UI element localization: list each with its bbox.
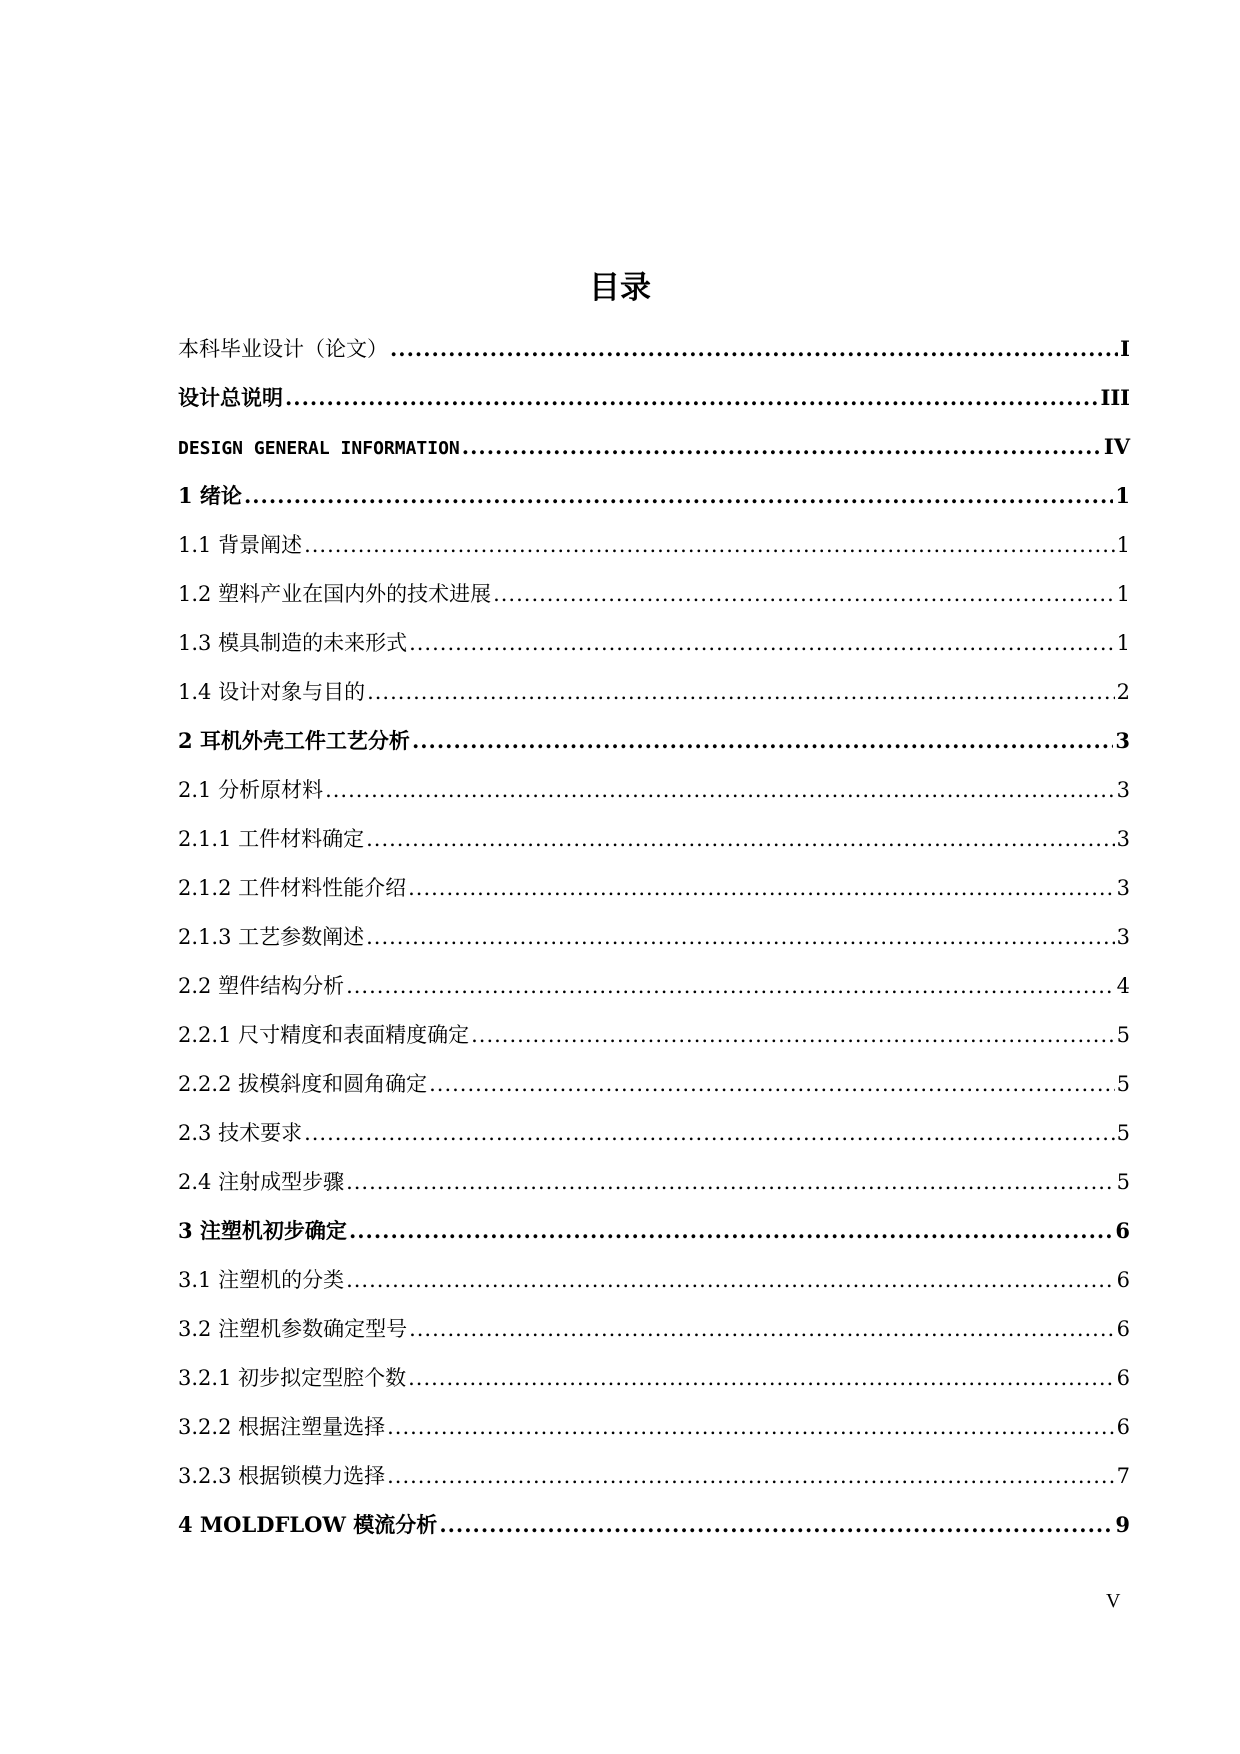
toc-entry-page: 5 [1116, 1072, 1130, 1096]
dot-leader [409, 626, 1115, 660]
toc-entry-label: 1.4 设计对象与目的 [178, 680, 366, 704]
toc-entry[interactable] [178, 920, 1130, 969]
toc-entry-label: 2.3 技术要求 [178, 1121, 303, 1145]
toc-entry-label: 3.2.3 根据锁模力选择 [178, 1464, 386, 1488]
toc-entry-page: 1 [1116, 533, 1130, 557]
toc-title: 目录 [589, 270, 651, 306]
toc-entry-label: 3.2.2 根据注塑量选择 [178, 1415, 386, 1439]
dot-leader [409, 1312, 1115, 1346]
toc-entry-label: 1.3 模具制造的未来形式 [178, 631, 408, 655]
dot-leader [429, 1067, 1115, 1101]
toc-entry[interactable] [178, 479, 1130, 528]
toc-entry-page: 1 [1115, 483, 1130, 508]
toc-entry-label: 3.2 注塑机参数确定型号 [178, 1317, 408, 1341]
toc-entry[interactable] [178, 724, 1130, 773]
dot-leader [408, 871, 1115, 905]
toc-entry-page: 5 [1116, 1170, 1130, 1194]
toc-entry-page: IV [1103, 434, 1130, 459]
dot-leader [244, 479, 1113, 513]
toc-entry-page: 3 [1116, 876, 1130, 900]
toc-entry[interactable] [178, 1165, 1130, 1214]
toc-entry-page: 5 [1116, 1023, 1130, 1047]
toc-entry-page: 6 [1116, 1366, 1130, 1390]
toc-entry[interactable] [178, 1116, 1130, 1165]
dot-leader [439, 1508, 1113, 1542]
toc-entry-label: 2 耳机外壳工件工艺分析 [178, 728, 410, 753]
toc-entry[interactable] [178, 1018, 1130, 1067]
toc-entry-page: 5 [1116, 1121, 1130, 1145]
dot-leader [367, 675, 1115, 709]
toc-entry[interactable] [178, 1361, 1130, 1410]
toc-entry[interactable] [178, 381, 1130, 430]
dot-leader [493, 577, 1115, 611]
dot-leader [304, 1116, 1115, 1150]
toc-entry-page: 4 [1116, 974, 1130, 998]
toc-entry[interactable] [178, 1067, 1130, 1116]
toc-entry[interactable] [178, 430, 1130, 479]
toc-entry-page: 3 [1115, 728, 1130, 753]
toc-entry-label: 2.1.2 工件材料性能介绍 [178, 876, 407, 900]
toc-entry[interactable] [178, 773, 1130, 822]
dot-leader [366, 822, 1115, 856]
dot-leader [304, 528, 1115, 562]
dot-leader [471, 1018, 1115, 1052]
toc-entry-label: 2.2.1 尺寸精度和表面精度确定 [178, 1023, 470, 1047]
toc-entry[interactable] [178, 1263, 1130, 1312]
toc-entry-page: 7 [1116, 1464, 1130, 1488]
toc-entry[interactable] [178, 822, 1130, 871]
dot-leader [325, 773, 1115, 807]
toc-entry-page: 3 [1116, 827, 1130, 851]
toc-entry[interactable] [178, 969, 1130, 1018]
toc-entry[interactable] [178, 528, 1130, 577]
dot-leader [346, 969, 1115, 1003]
dot-leader [387, 1459, 1115, 1493]
toc-entry-page: 6 [1116, 1415, 1130, 1439]
dot-leader [390, 332, 1118, 366]
toc-entry-page: III [1100, 385, 1130, 410]
toc-entry-page: 9 [1115, 1512, 1130, 1537]
dot-leader [366, 920, 1115, 954]
toc-entry-label: 3.2.1 初步拟定型腔个数 [178, 1366, 407, 1390]
toc-entry[interactable] [178, 1508, 1130, 1557]
dot-leader [346, 1165, 1115, 1199]
toc-entry[interactable] [178, 1459, 1130, 1508]
toc-entry[interactable] [178, 1312, 1130, 1361]
toc-entry-page: 1 [1116, 631, 1130, 655]
toc-entry[interactable] [178, 1410, 1130, 1459]
toc-entry[interactable] [178, 871, 1130, 920]
toc-entry-page: 2 [1116, 680, 1130, 704]
toc-entry-page: 6 [1116, 1268, 1130, 1292]
page-number: V [1106, 1590, 1121, 1612]
toc-entry-page: 6 [1116, 1317, 1130, 1341]
toc-entry[interactable] [178, 577, 1130, 626]
dot-leader [349, 1214, 1113, 1248]
toc-entry-label: 2.4 注射成型步骤 [178, 1170, 345, 1194]
toc-entry-page: 1 [1116, 582, 1130, 606]
toc-entry-label: 4 MOLDFLOW 模流分析 [178, 1512, 438, 1537]
toc-entry-label: 3 注塑机初步确定 [178, 1218, 347, 1243]
toc-entry-label: 2.1.1 工件材料确定 [178, 827, 365, 851]
toc-entry-label: 3.1 注塑机的分类 [178, 1268, 345, 1292]
toc-entry-page: 3 [1116, 778, 1130, 802]
toc-entry-label: 设计总说明 [178, 385, 283, 410]
toc-entry[interactable] [178, 332, 1130, 381]
toc-entry-label: 2.1.3 工艺参数阐述 [178, 925, 365, 949]
toc-entry-label: 1.2 塑料产业在国内外的技术进展 [178, 582, 492, 606]
dot-leader [408, 1361, 1115, 1395]
toc-entry-label: 1 绪论 [178, 483, 242, 508]
toc-entry[interactable] [178, 626, 1130, 675]
toc-entry-label: 1.1 背景阐述 [178, 533, 303, 557]
toc-entry[interactable] [178, 1214, 1130, 1263]
dot-leader [462, 430, 1102, 464]
dot-leader [285, 381, 1099, 415]
toc-entry[interactable] [178, 675, 1130, 724]
toc-entry-page: 3 [1116, 925, 1130, 949]
dot-leader [387, 1410, 1115, 1444]
toc-entry-page: I [1120, 336, 1130, 361]
toc-entry-label: 本科毕业设计（论文） [178, 337, 388, 361]
toc-entry-label: DESIGN GENERAL INFORMATION [178, 438, 460, 459]
toc-entry-page: 6 [1115, 1218, 1130, 1243]
toc-list [178, 332, 1130, 1557]
dot-leader [346, 1263, 1115, 1297]
toc-entry-label: 2.1 分析原材料 [178, 778, 324, 802]
toc-entry-label: 2.2 塑件结构分析 [178, 974, 345, 998]
dot-leader [412, 724, 1113, 758]
toc-entry-label: 2.2.2 拔模斜度和圆角确定 [178, 1072, 428, 1096]
